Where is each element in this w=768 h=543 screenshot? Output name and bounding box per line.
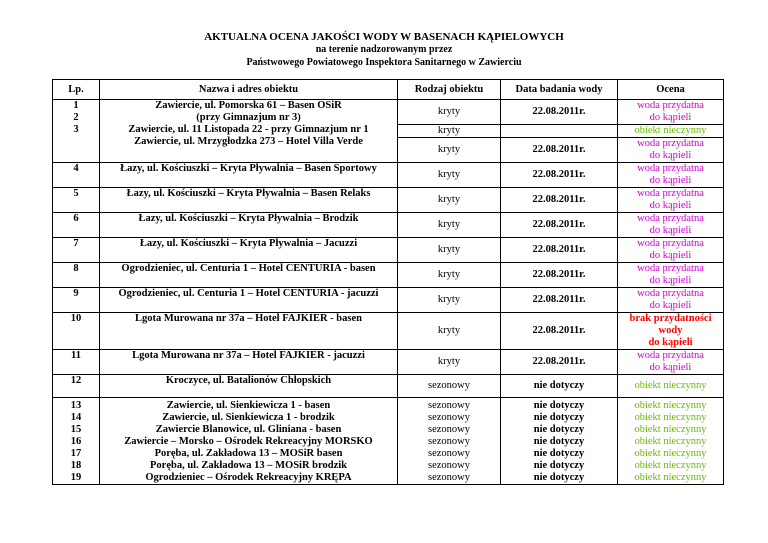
- ocena-cell-line: obiekt nieczynny: [634, 448, 707, 459]
- ocena-line: woda przydatna: [637, 288, 704, 299]
- object-type-cell-line: sezonowy: [428, 472, 470, 483]
- object-type-cell-line: sezonowy: [428, 400, 470, 411]
- col-header-name: Nazwa i adres obiektu: [100, 80, 398, 100]
- table-row: [53, 188, 724, 213]
- table-row: [53, 263, 724, 288]
- object-name-line: Zawiercie, ul. 11 Listopada 22 - przy Gimnazjum nr 1: [128, 124, 369, 135]
- test-date-cell: [501, 398, 618, 485]
- document-title: AKTUALNA OCENA JAKOŚCI WODY W BASENACH KĄPIELOWYCH: [204, 31, 564, 43]
- object-type-cell: kryty: [398, 263, 501, 288]
- ocena-line: do kąpieli: [649, 200, 692, 211]
- ocena-line: woda przydatna: [637, 238, 704, 249]
- object-type-cell: kryty: [398, 163, 501, 188]
- object-name-cell: [100, 398, 398, 485]
- lp-cell-line: 14: [70, 412, 82, 423]
- table-header-row: [53, 80, 724, 100]
- ocena-line: do kąpieli: [649, 225, 692, 236]
- object-name-line: (przy Gimnazjum nr 3): [196, 112, 301, 123]
- table-row: [53, 100, 724, 125]
- ocena-cell: [618, 350, 724, 375]
- object-type-cell-line: sezonowy: [428, 436, 470, 447]
- lp-cell: 5: [53, 188, 100, 213]
- ocena-line: do kąpieli: [649, 175, 692, 186]
- lp-cell-line: 18: [70, 460, 82, 471]
- ocena-cell: [618, 100, 724, 125]
- object-type-cell-line: sezonowy: [428, 424, 470, 435]
- ocena-cell: [618, 213, 724, 238]
- table-row: [53, 288, 724, 313]
- lp-line: 2: [73, 112, 79, 123]
- test-date-cell-line: nie dotyczy: [533, 460, 585, 471]
- ocena-cell-line: obiekt nieczynny: [634, 412, 707, 423]
- test-date-cell: 22.08.2011r.: [501, 100, 618, 125]
- lp-line: 1: [73, 100, 79, 111]
- object-type-cell-line: sezonowy: [428, 448, 470, 459]
- col-header-lp: Lp.: [53, 80, 100, 100]
- ocena-line: woda przydatna: [637, 350, 704, 361]
- test-date-cell: [501, 125, 618, 138]
- ocena-cell: [618, 163, 724, 188]
- ocena-line: do kąpieli: [649, 112, 692, 123]
- object-type-cell: kryty: [398, 125, 501, 138]
- object-type-cell: kryty: [398, 138, 501, 163]
- lp-cell: 11: [53, 350, 100, 375]
- object-type-cell: [398, 398, 501, 485]
- test-date-cell: 22.08.2011r.: [501, 288, 618, 313]
- lp-cell: [53, 100, 100, 163]
- ocena-line: do kąpieli: [649, 150, 692, 161]
- water-quality-table: [52, 79, 724, 485]
- object-name-cell-line: Zawiercie – Morsko – Ośrodek Rekreacyjny MORSKO: [124, 436, 373, 447]
- ocena-line: brak przydatności: [629, 313, 712, 324]
- ocena-cell: [618, 263, 724, 288]
- col-header-ocena: Ocena: [618, 80, 724, 100]
- ocena-line: do kąpieli: [649, 362, 692, 373]
- test-date-cell-line: nie dotyczy: [533, 472, 585, 483]
- object-name-cell: Kroczyce, ul. Batalionów Chłopskich: [100, 375, 398, 398]
- ocena-cell: [618, 313, 724, 350]
- ocena-cell-line: obiekt nieczynny: [634, 424, 707, 435]
- ocena-line: woda przydatna: [637, 188, 704, 199]
- lp-cell: 12: [53, 375, 100, 398]
- object-name-cell: Łazy, ul. Kościuszki – Kryta Pływalnia – Jacuzzi: [100, 238, 398, 263]
- lp-cell: 8: [53, 263, 100, 288]
- table-row: [53, 163, 724, 188]
- ocena-cell-line: obiekt nieczynny: [634, 460, 707, 471]
- test-date-cell: 22.08.2011r.: [501, 350, 618, 375]
- test-date-cell: 22.08.2011r.: [501, 263, 618, 288]
- ocena-line: woda przydatna: [637, 138, 704, 149]
- lp-cell: 10: [53, 313, 100, 350]
- ocena-line: obiekt nieczynny: [634, 125, 707, 136]
- lp-cell-line: 19: [70, 472, 82, 483]
- object-type-cell: sezonowy: [398, 375, 501, 398]
- object-name-cell: Łazy, ul. Kościuszki – Kryta Pływalnia – Brodzik: [100, 213, 398, 238]
- test-date-cell-line: nie dotyczy: [533, 412, 585, 423]
- ocena-cell: [618, 375, 724, 398]
- object-type-cell: kryty: [398, 238, 501, 263]
- test-date-cell-line: nie dotyczy: [533, 424, 585, 435]
- ocena-line: do kąpieli: [649, 275, 692, 286]
- lp-cell-line: 13: [70, 400, 82, 411]
- col-header-type: Rodzaj obiektu: [398, 80, 501, 100]
- test-date-cell: 22.08.2011r.: [501, 213, 618, 238]
- test-date-cell-line: nie dotyczy: [533, 436, 585, 447]
- lp-cell-line: 16: [70, 436, 82, 447]
- ocena-line: woda przydatna: [637, 213, 704, 224]
- ocena-cell: [618, 138, 724, 163]
- test-date-cell: 22.08.2011r.: [501, 238, 618, 263]
- lp-cell: 7: [53, 238, 100, 263]
- ocena-cell: [618, 288, 724, 313]
- object-name-cell: Lgota Murowana nr 37a – Hotel FAJKIER - jacuzzi: [100, 350, 398, 375]
- col-header-date: Data badania wody: [501, 80, 618, 100]
- test-date-cell: nie dotyczy: [501, 375, 618, 398]
- ocena-cell: [618, 125, 724, 138]
- test-date-cell: 22.08.2011r.: [501, 313, 618, 350]
- lp-cell: 6: [53, 213, 100, 238]
- object-type-cell: kryty: [398, 188, 501, 213]
- ocena-cell: [618, 188, 724, 213]
- object-type-cell: kryty: [398, 213, 501, 238]
- object-type-cell-line: sezonowy: [428, 460, 470, 471]
- test-date-cell: 22.08.2011r.: [501, 163, 618, 188]
- ocena-line: obiekt nieczynny: [634, 380, 707, 391]
- test-date-cell: 22.08.2011r.: [501, 138, 618, 163]
- table-row: [53, 238, 724, 263]
- test-date-cell-line: nie dotyczy: [533, 448, 585, 459]
- ocena-cell-line: obiekt nieczynny: [634, 472, 707, 483]
- table-row: [53, 375, 724, 398]
- table-row: [53, 398, 724, 485]
- lp-line: 3: [73, 124, 79, 135]
- object-name-cell-line: Zawiercie, ul. Sienkiewicza 1 - basen: [166, 400, 331, 411]
- ocena-cell: [618, 238, 724, 263]
- object-name-cell-line: Poręba, ul. Zakładowa 13 – MOSiR brodzik: [150, 460, 347, 471]
- test-date-cell: 22.08.2011r.: [501, 188, 618, 213]
- document-subtitle: na terenie nadzorowanym przez: [315, 44, 453, 55]
- object-type-cell: kryty: [398, 350, 501, 375]
- ocena-line: do kąpieli: [649, 250, 692, 261]
- table-row: [53, 350, 724, 375]
- object-type-cell: kryty: [398, 288, 501, 313]
- ocena-cell: [618, 398, 724, 485]
- test-date-cell-line: nie dotyczy: [533, 400, 585, 411]
- object-name-cell: Lgota Murowana nr 37a – Hotel FAJKIER - basen: [100, 313, 398, 350]
- object-name-cell: Łazy, ul. Kościuszki – Kryta Pływalnia – Basen Relaks: [100, 188, 398, 213]
- ocena-line: wody: [658, 325, 683, 336]
- lp-cell-line: 17: [70, 448, 82, 459]
- ocena-cell-line: obiekt nieczynny: [634, 436, 707, 447]
- lp-cell: 9: [53, 288, 100, 313]
- object-name-cell: Ogrodzieniec, ul. Centuria 1 – Hotel CENTURIA - basen: [100, 263, 398, 288]
- object-name-cell: Ogrodzieniec, ul. Centuria 1 – Hotel CENTURIA - jacuzzi: [100, 288, 398, 313]
- ocena-line: do kąpieli: [649, 300, 692, 311]
- object-name-line: Zawiercie, ul. Mrzygłodzka 273 – Hotel Villa Verde: [134, 136, 363, 147]
- ocena-cell-line: obiekt nieczynny: [634, 400, 707, 411]
- object-name-line: Zawiercie, ul. Pomorska 61 – Basen OSiR: [155, 100, 342, 111]
- lp-cell: 4: [53, 163, 100, 188]
- table-row: [53, 313, 724, 350]
- document-subtitle-authority: Państwowego Powiatowego Inspektora Sanitarnego w Zawierciu: [246, 57, 522, 68]
- object-type-cell: kryty: [398, 100, 501, 125]
- object-name-cell-line: Zawiercie, ul. Sienkiewicza 1 - brodzik: [162, 412, 335, 423]
- object-type-cell: kryty: [398, 313, 501, 350]
- lp-cell: [53, 398, 100, 485]
- object-name-cell-line: Poręba, ul. Zakładowa 13 – MOSiR basen: [154, 448, 343, 459]
- object-name-cell: [100, 100, 398, 163]
- lp-cell-line: 15: [70, 424, 82, 435]
- object-name-cell-line: Zawiercie Blanowice, ul. Gliniana - basen: [155, 424, 342, 435]
- ocena-line: woda przydatna: [637, 163, 704, 174]
- ocena-line: woda przydatna: [637, 100, 704, 111]
- object-name-cell-line: Ogrodzieniec – Ośrodek Rekreacyjny KRĘPA: [145, 472, 352, 483]
- ocena-line: do kąpieli: [648, 337, 693, 348]
- object-type-cell-line: sezonowy: [428, 412, 470, 423]
- table-row: [53, 213, 724, 238]
- object-name-cell: Łazy, ul. Kościuszki – Kryta Pływalnia – Basen Sportowy: [100, 163, 398, 188]
- ocena-line: woda przydatna: [637, 263, 704, 274]
